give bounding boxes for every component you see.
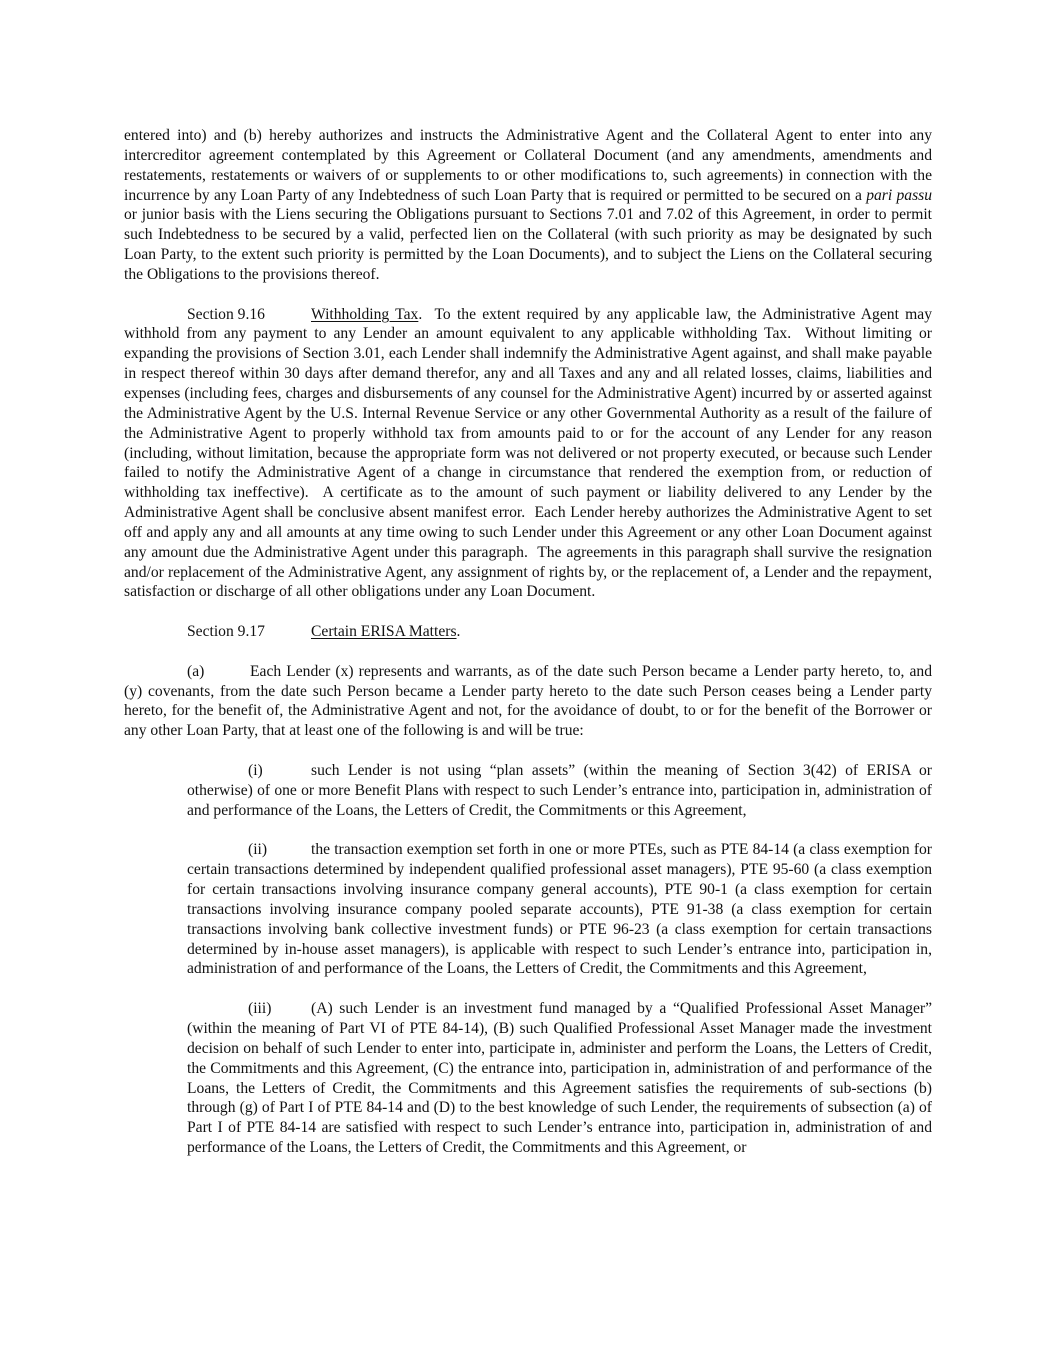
document-page <box>124 126 936 1178</box>
section-number: Section 9.17 <box>187 623 265 641</box>
section-title: Withholding Tax <box>311 305 419 323</box>
subclause-text: (A) such Lender is an investment fund managed by a “Qualified Professional Asset Manager” (within the meaning of Part VI of PTE 84-14), (B) such Qualified Professional Asset Manager made the investment decision on behalf of such Lender to enter into, participate in, administer and perform the Loans, the Letters of Credit, the Commitments and this Agreement, (C) the entrance into, participation in, administration of and performance of the Loans, the Letters of Credit, the Commitments and this Agreement satisfies the requirements of sub-sections (b) through (g) of Part I of PTE 84-14 and (D) to the best knowledge of such Lender, the requirements of subsection (a) of Part I of PTE 84-14 are satisfied with respect to such Lender’s entrance into, participation in, administration of and performance of the Loans, the Letters of Credit, the Commitments and this Agreement, or <box>187 1000 932 1157</box>
paragraph-text: entered into) and (b) hereby authorizes and instructs the Administrative Agent and the Collateral Agent to enter into any intercreditor agreement contemplated by this Agreement or Collateral Document (and any amendments, amendments and restatements, restatements or waivers of or supplements to or other modifications to, such agreements) in connection with the incurrence by any Loan Party of any Indebtedness of such Loan Party that is required or permitted to be secured on a <box>124 127 932 204</box>
section-title-punct: . <box>418 305 423 323</box>
subclause-ii <box>187 840 932 979</box>
clause-marker: (a) <box>187 662 205 680</box>
continuation-paragraph <box>124 126 932 285</box>
subclause-marker: (i) <box>248 762 263 779</box>
subclause-marker: (ii) <box>248 841 268 859</box>
section-title-punct: . <box>456 623 461 641</box>
paragraph-text: or junior basis with the Liens securing the Obligations pursuant to Sections 7.01 and 7.02 of this Agreement, in order to permit such Indebtedness to be secured by a valid, perfected lien on the Collateral (with such priority as may be designated by such Loan Party, to the extent such priority is permitted by the Loan Documents), and to subject the Liens on the Collateral securing the Obligations to the provisions thereof. <box>124 206 932 283</box>
clause-a <box>124 662 932 741</box>
italic-term: pari passu <box>866 186 933 204</box>
section-9-16-paragraph <box>124 305 936 603</box>
section-9-17-heading <box>124 622 932 642</box>
section-number: Section 9.16 <box>187 305 265 323</box>
subclause-iii <box>187 999 932 1158</box>
clause-text: Each Lender (x) represents and warrants, as of the date such Person became a Lender party hereto, to, and (y) covenants, from the date such Person became a Lender party hereto to the date such Person ceases being a Lender party hereto, for the benefit of, the Administrative Agent and not, for the avoidance of doubt, to or for the benefit of the Borrower or any other Loan Party, that at least one of the following is and will be true: <box>124 662 932 740</box>
subclause-i <box>187 761 932 821</box>
section-title: Certain ERISA Matters <box>311 623 457 641</box>
subclause-marker: (iii) <box>248 1000 272 1018</box>
section-body: To the extent required by any applicable law, the Administrative Agent may withhold from any payment to any Lender an amount equivalent to any applicable withholding Tax. Without limiting or expanding the provisions of Section 3.01, each Lender shall indemnify the Administrative Agent against, and shall make payable in respect thereof within 30 days after demand therefor, any and all Taxes and any and all related losses, claims, liabilities and expenses (including fees, charges and disbursements of any counsel for the Administrative Agent) incurred by or asserted against the Administrative Agent by the U.S. Internal Revenue Service or any other Governmental Authority as a result of the failure of the Administrative Agent to properly withhold tax from amounts paid to or for the account of any Lender for any reason (including, without limitation, because the appropriate form was not delivered or not property executed, or because such Lender failed to notify the Administrative Agent of a change in circumstance that rendered the exemption from, or reduction of withholding tax ineffective). A certificate as to the amount of such payment or liability delivered to any Lender by the Administrative Agent shall be conclusive absent manifest error. Each Lender hereby authorizes the Administrative Agent to set off and apply any and all amounts at any time owing to such Lender under this Agreement or any other Loan Document against any amount due the Administrative Agent under this paragraph. The agreements in this paragraph shall survive the resignation and/or replacement of the Administrative Agent, any assignment of rights by, or the replacement of, a Lender and the repayment, satisfaction or discharge of all other obligations under any Loan Document. <box>124 305 936 601</box>
subclause-text: the transaction exemption set forth in one or more PTEs, such as PTE 84-14 (a class exemption for certain transactions determined by independent qualified professional asset managers), PTE 95-60 (a class exemption for certain transactions involving insurance company general accounts), PTE 90-1 (a class exemption for certain transactions involving insurance company pooled separate accounts), PTE 91-38 (a class exemption for certain transactions involving bank collective investment funds) or PTE 96-23 (a class exemption for certain transactions determined by in-house asset managers), is applicable with respect to such Lender’s entrance into, participation in, administration of and performance of the Loans, the Letters of Credit, the Commitments and this Agreement, <box>187 841 932 978</box>
subclause-text: such Lender is not using “plan assets” (within the meaning of Section 3(42) of ERISA or otherwise) of one or more Benefit Plans with respect to such Lender’s entrance into, participation in, administration of and performance of the Loans, the Letters of Credit, the Commitments or this Agreement, <box>187 762 932 819</box>
